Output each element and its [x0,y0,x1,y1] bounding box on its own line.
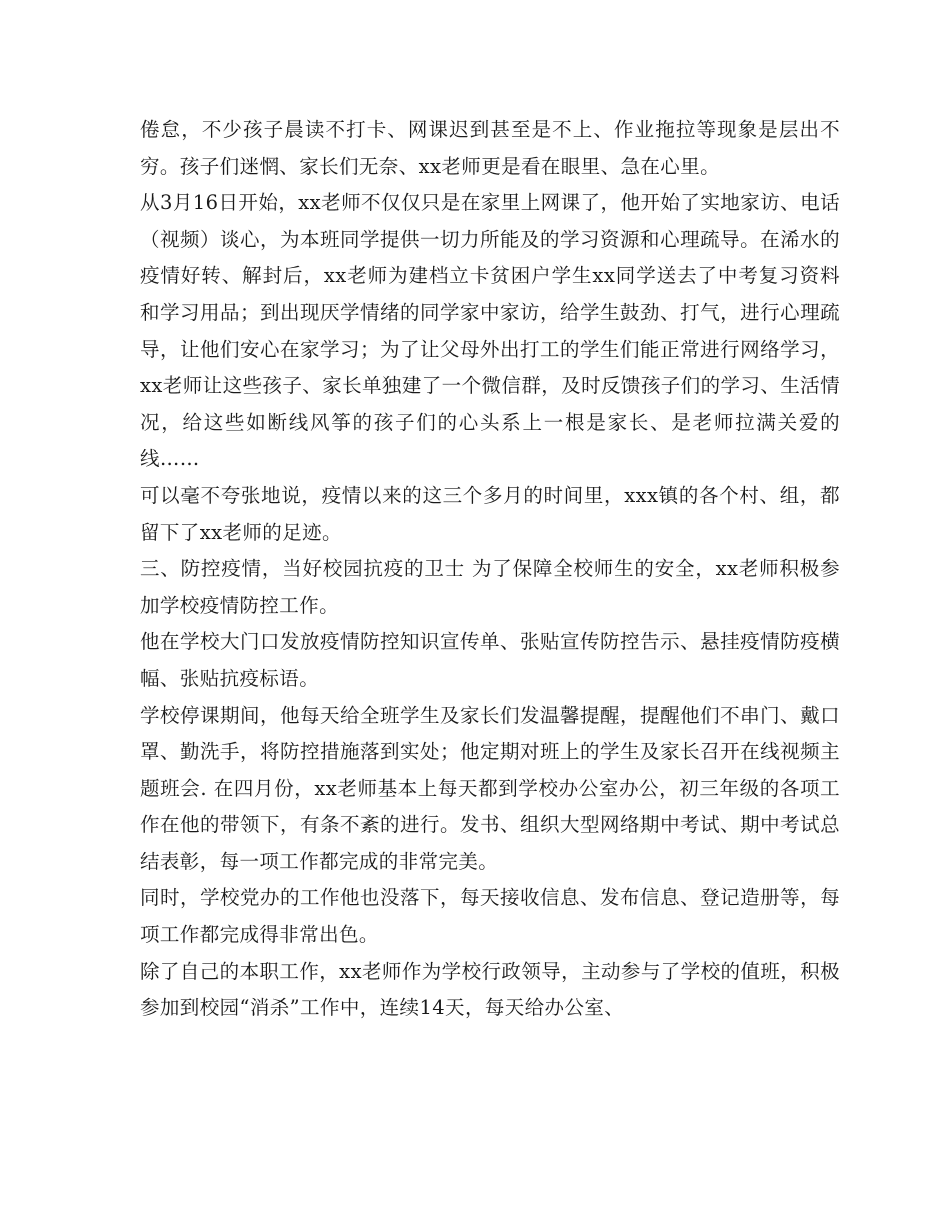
paragraph-4-section-heading: 三、防控疫情，当好校园抗疫的卫士 为了保障全校师生的安全，xx老师积极参加学校疫情防控工作。 [140,557,840,617]
paragraph-5: 他在学校大门口发放疫情防控知识宣传单、张贴宣传防控告示、悬挂疫情防疫横幅、张贴抗疫标语。 [140,630,840,690]
paragraph-1: 倦怠，不少孩子晨读不打卡、网课迟到甚至是不上、作业拖拉等现象是层出不穷。孩子们迷惘、家长们无奈、xx老师更是看在眼里、急在心里。 [140,118,840,178]
paragraph-7: 同时，学校党办的工作他也没落下，每天接收信息、发布信息、登记造册等，每项工作都完成得非常出色。 [140,886,840,947]
paragraph-3: 可以毫不夸张地说，疫情以来的这三个多月的时间里，xxx镇的各个村、组，都留下了xx老师的足迹。 [140,483,840,544]
paragraph-8: 除了自己的本职工作，xx老师作为学校行政领导，主动参与了学校的值班，积极参加到校园“消杀”工作中，连续14天，每天给办公室、 [140,959,840,1020]
paragraph-2: 从3月16日开始，xx老师不仅仅只是在家里上网课了，他开始了实地家访、电话（视频）谈心，为本班同学提供一切力所能及的学习资源和心理疏导。在浠水的疫情好转、解封后，xx老师为建档立卡贫困户学生xx同学送去了中考复习资料和学习用品；到出现厌学情绪的同学家中家访，给学生鼓劲、打气，进行心理疏导，让他们安心在家学习；为了让父母外出打工的学生们能正常进行网络学习，xx老师让这些孩子、家长单独建了一个微信群，及时反馈孩子们的学习、生活情况，给这些如断线风筝的孩子们的心头系上一根是家长、是老师拉满关爱的线…… [140,191,840,471]
paragraph-6: 学校停课期间，他每天给全班学生及家长们发温馨提醒，提醒他们不串门、戴口罩、勤洗手，将防控措施落到实处；他定期对班上的学生及家长召开在线视频主题班会. 在四月份，xx老师基本上每天都到学校办公室办公，初三年级的各项工作在他的带领下，有条不紊的进行。发书、组织大型网络期中考试、期中考试总结表彰，每一项工作都完成的非常完美。 [140,703,840,873]
document-body [140,112,840,1027]
